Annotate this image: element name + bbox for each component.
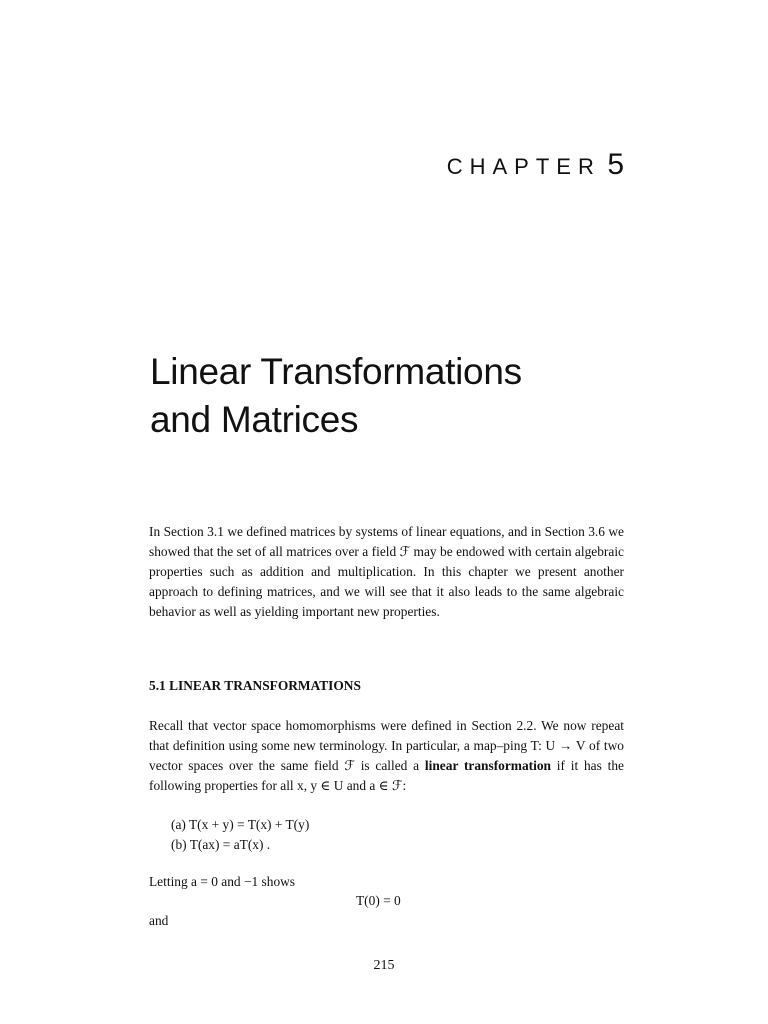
property-b: (b) T(ax) = aT(x) . [171,837,271,852]
chapter-word: CHAPTER [446,154,601,179]
definition-paragraph [149,716,624,796]
page-number: 215 [373,958,395,973]
and-text: and [149,913,169,928]
property-a: (a) T(x + y) = T(x) + T(y) [171,817,310,832]
section-heading: 5.1 LINEAR TRANSFORMATIONS [149,678,361,693]
intro-paragraph: In Section 3.1 we defined matrices by systems of linear equations, and in Section 3.6 we showed that the set of all matrices over a field ℱ may be endowed with certain algebraic properties such as addition and multiplication. In this chapter we present another approach to defining matrices, and we will see that it also leads to the same algebraic behavior as well as yielding important new properties. [149,524,624,619]
chapter-label [441,148,624,182]
definition-text-start: Recall that vector space homomorphisms were defined in Section 2.2. We now repeat that definition using some new terminology. In particular, a map–ping T: U → V of two vector spaces over the same field ℱ is called a [149,718,624,773]
chapter-title-line1: Linear Transformations [150,351,522,392]
chapter-title [150,348,630,444]
equation: T(0) = 0 [356,893,401,908]
chapter-title-line2: and Matrices [150,399,359,440]
letting-text: Letting a = 0 and −1 shows [149,874,296,889]
definition-term: linear transformation [424,758,551,773]
properties-list [171,815,309,855]
chapter-number: 5 [607,148,624,181]
definition-text-end: if it has the following properties for all x, y ∈ U and a ∈ ℱ: [149,758,624,793]
